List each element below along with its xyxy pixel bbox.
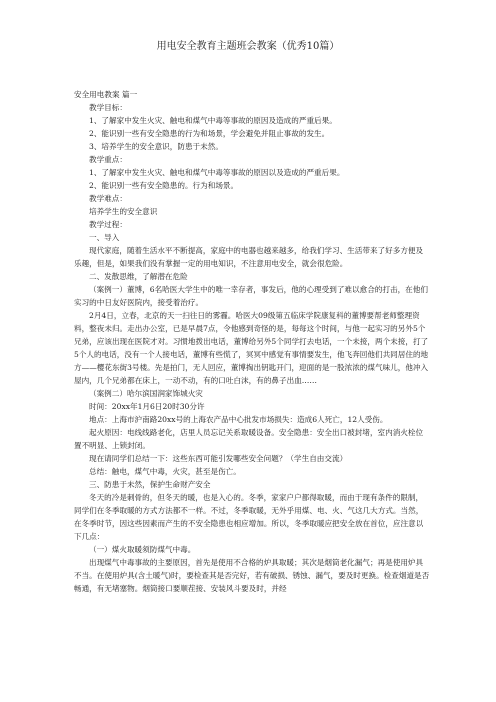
paragraph: 2、能识别一些有安全隐患的。行为和场景。 <box>89 181 239 190</box>
paragraph: 起火原因：电线线路老化，店里人员忘记关系取暖设备。安全隐患：安全出口被封堵，室内消火栓位置不明显、上锁封闭。 <box>74 428 424 450</box>
paragraph: 地点：上海市沪南路20xx号的上海农产品中心批发市场损失：造成6人死亡，12人受伤。 <box>89 415 388 424</box>
paragraph: 现代家庭，随着生活水平不断提高，家庭中的电器也越来越多，给我们学习、生活带来了好多方便及乐趣，但是，如果我们没有掌握一定的用电知识，不注意用电安全，就会很危险。 <box>74 246 424 268</box>
paragraph: （案例二）哈尔滨国润家饰城火灾 <box>89 389 203 398</box>
document-title: 用电安全教育主题班会教案（优秀10篇） <box>156 41 340 52</box>
paragraph: 3、培养学生的安全意识，防患于未然。 <box>89 142 223 151</box>
paragraph: 安全用电教案 篇一 <box>74 90 138 99</box>
paragraph: 教学过程： <box>89 220 127 229</box>
paragraph: 冬天的冷是刺骨的，但冬天的暖，也是入心的。冬季，家家户户都得取暖，而由于现有条件的限制，同学们在冬季取暖的方式方法都不一样。不过，冬季取暖，无外乎用煤、电、火、气这几大方式。当然，在冬季时节，因这些因素而产生的不安全隐患也相应增加。所以，冬季取暖应把安全放在首位，应注意以下几点： <box>74 493 424 541</box>
paragraph: （一）煤火取暖须防煤气中毒。 <box>89 545 196 554</box>
paragraph: 时间：20xx年1月6日20时30分许 <box>89 402 205 411</box>
document-body <box>74 88 430 595</box>
paragraph: 二、发散思维，了解潜在危险 <box>89 272 188 281</box>
paragraph: 三、防患于未然，保护生命财产安全 <box>89 480 211 489</box>
paragraph: 教学难点： <box>89 194 127 203</box>
paragraph: 2、能识别一些有安全隐患的行为和场景，学会避免并阻止事故的发生。 <box>89 129 330 138</box>
paragraph: 1、了解家中发生火灾、触电和煤气中毒等事故的原因以及造成的严重后果。 <box>89 168 345 177</box>
paragraph: 一、导入 <box>89 233 120 242</box>
paragraph: 培养学生的安全意识 <box>89 207 158 216</box>
paragraph: 2月4日，立春，北京的天一扫往日的雾霾。哈医大09级第五临床学院康复科的董博要帮老师整理资料，整夜未归。走出办公室，已是早晨7点，令他感到奇怪的是，每每这个时间，与他一起实习的另外5个兄弟，应该出现在医院才对。习惯地拨出电话，董博给另外5个同学打去电话，一个未接，两个未接，打了5个人的电话，没有一个人接电话，董博有些慌了，冥冥中感觉有事情要发生，他飞奔回他们共同居住的地方——樱花东街3号楼。先是拍门，无人回应，董博掏出钥匙开门，迎面的是一股浓浓的煤气味儿，他冲入屋内，几个兄弟都在床上，一动不动，有的口吐白沫，有的鼻子出血…… <box>74 311 429 385</box>
paragraph: 现在请同学们总结一下：这些东西可能引发哪些安全问题？（学生自由交流） <box>89 454 348 463</box>
paragraph: 1、了解家中发生火灾、触电和煤气中毒等事故的原因及造成的严重后果。 <box>89 116 337 125</box>
paragraph: 出现煤气中毒事故的主要原因，首先是使用不合格的炉具取暖；其次是烟筒老化漏气；再是使用炉具不当。在使用炉具(含土暖气)时，要检查其是否完好，若有破损、锈蚀、漏气，要及时更换。检查烟道是否畅通，有无堵塞物。烟筒接口要顺茬接、安装风斗要及时，并经 <box>74 558 430 593</box>
paragraph: 总结：触电，煤气中毒，火灾，甚至是伤亡。 <box>89 467 241 476</box>
paragraph: 教学重点： <box>89 155 127 164</box>
paragraph: （案例一）董博，6名哈医大学生中的唯一幸存者，事发后，他的心理受到了难以愈合的打击，在他们实习的中日友好医院内，接受着治疗。 <box>74 285 428 307</box>
paragraph: 教学目标： <box>89 103 127 112</box>
